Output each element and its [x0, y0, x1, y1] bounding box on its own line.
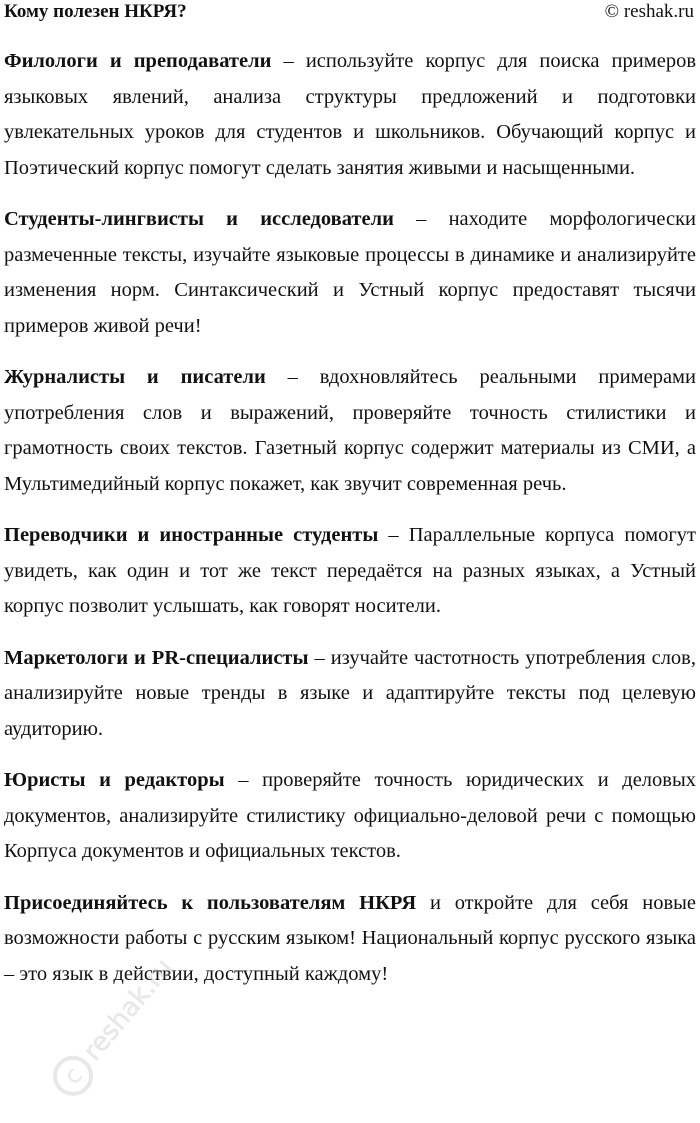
- paragraph-translators: [4, 518, 696, 625]
- watermark-text: reshak.ru: [77, 953, 180, 1067]
- paragraph-text: – изучайте частотность употребления слов, анализируйте новые тренды в языке и адаптируйте тексты под целевую аудиторию.: [4, 646, 696, 740]
- source-credit: © reshak.ru: [604, 1, 694, 22]
- paragraph-heading: Филологи и преподаватели: [4, 50, 272, 72]
- paragraph-heading: Переводчики и иностранные студенты: [4, 524, 379, 546]
- paragraph-students: [4, 202, 696, 344]
- paragraph-heading: Маркетологи и PR-специалисты: [4, 646, 309, 669]
- paragraph-text: – используйте корпус для поиска примеров языковых явлений, анализа структуры предложений и подготовки увлекательных уроков для студентов и школьников. Обучающий корпус и Поэтический корпус помогут сделать занятия живыми и насыщенными.: [4, 50, 696, 179]
- paragraph-text: и откройте для себя новые возможности работы с русским языком! Национальный корпус русского языка – это язык в действии, доступный каждому!: [4, 891, 696, 985]
- paragraph-heading: Юристы и редакторы: [4, 769, 225, 791]
- paragraph-lawyers: [4, 763, 696, 870]
- paragraph-heading: Присоединяйтесь к пользователям НКРЯ: [4, 891, 417, 914]
- paragraph-heading: Студенты-лингвисты и исследователи: [4, 208, 394, 230]
- paragraph-journalists: [4, 360, 696, 502]
- paragraph-text: – Параллельные корпуса помогут увидеть, как один и тот же текст передаётся на разных языках, а Устный корпус позволит услышать, как говорят носители.: [4, 524, 696, 617]
- paragraph-text: – находите морфологически размеченные тексты, изучайте языковые процессы в динамике и анализируйте изменения норм. Синтаксический и Устный корпус предоставят тысячи примеров живой речи!: [4, 208, 696, 337]
- paragraph-heading: Журналисты и писатели: [4, 366, 266, 388]
- page-title: Кому полезен НКРЯ?: [4, 1, 187, 22]
- svg-text:c: c: [58, 1061, 89, 1090]
- paragraph-text: – вдохновляйтесь реальными примерами употребления слов и выражений, проверяйте точность стилистики и грамотность своих текстов. Газетный корпус содержит материалы из СМИ, а Мультимедийный корпус покажет, как звучит современная речь.: [4, 366, 696, 495]
- paragraph-join: [4, 886, 696, 993]
- page-header: [0, 0, 700, 26]
- paragraph-text: – проверяйте точность юридических и деловых документов, анализируйте стилистику официально-деловой речи с помощью Корпуса документов и официальных текстов.: [4, 769, 696, 862]
- document-body: [4, 44, 696, 1008]
- paragraph-marketers: [4, 641, 696, 748]
- paragraph-philologists: [4, 44, 696, 186]
